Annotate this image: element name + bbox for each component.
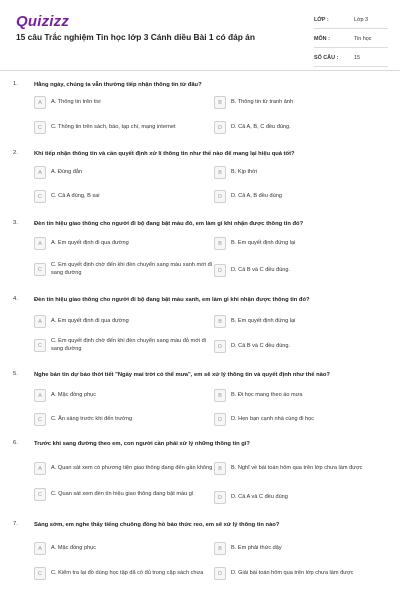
- option-d[interactable]: [214, 413, 386, 426]
- question-number: 4.: [13, 296, 18, 302]
- option-a[interactable]: [34, 315, 216, 328]
- document-title: 15 câu Trắc nghiệm Tin học lớp 3 Cánh diều Bài 1 có đáp án: [16, 32, 255, 42]
- option-letter: A: [34, 237, 46, 250]
- option-text: D. Giải bài toán hôm qua trên lớp chưa làm được: [231, 569, 354, 576]
- option-letter: C: [34, 121, 46, 134]
- option-letter: A: [34, 462, 46, 475]
- option-text: C. Em quyết định chờ đến khi đèn chuyển sang màu xanh mới đi sang đường: [51, 262, 212, 276]
- option-text: B. Đi học mang theo áo mưa: [231, 391, 303, 398]
- option-letter: B: [214, 462, 226, 475]
- option-a[interactable]: [34, 166, 216, 179]
- question-text: Đèn tín hiệu giao thông cho người đi bộ đang bật màu đỏ, em làm gì khi nhận được thông tin đó?: [34, 221, 304, 227]
- option-letter: B: [214, 542, 226, 555]
- option-text: D. Cả B và C đều đúng.: [231, 342, 291, 349]
- option-text: B. Em quyết định đứng lại: [231, 239, 296, 246]
- option-letter: A: [34, 96, 46, 109]
- subject-label: MÔN :: [314, 36, 330, 42]
- option-letter: A: [34, 389, 46, 402]
- option-text: C. Kiểm tra lại đồ dùng học tập đã có đủ trong cặp sách chưa: [51, 569, 204, 576]
- header-divider: [0, 70, 400, 71]
- option-c[interactable]: [34, 338, 216, 353]
- question-number: 6.: [13, 440, 18, 446]
- option-letter: C: [34, 263, 46, 276]
- option-letter: B: [214, 389, 226, 402]
- option-a[interactable]: [34, 542, 216, 555]
- question-text: Sáng sớm, em nghe thấy tiếng chuông đồng hồ báo thức reo, em sẽ xử lý thông tin nào?: [34, 522, 280, 528]
- meta-box: [314, 12, 388, 69]
- option-letter: B: [214, 237, 226, 250]
- meta-count-row: [314, 50, 388, 67]
- option-c[interactable]: [34, 121, 216, 134]
- option-b[interactable]: [214, 389, 386, 402]
- option-text: D. Cả A và C đều đúng: [231, 493, 288, 500]
- option-d[interactable]: [214, 567, 386, 580]
- option-text: A. Em quyết định đi qua đường: [51, 239, 129, 246]
- option-letter: C: [34, 488, 46, 501]
- option-text: C. Cả A đúng, B sai: [51, 192, 100, 199]
- option-d[interactable]: [214, 190, 386, 203]
- option-letter: C: [34, 190, 46, 203]
- option-text: A. Quan sát xem có phương tiện giao thông đang đến gần không: [51, 464, 213, 471]
- option-text: C. Quan sát xem đèn tín hiệu giao thông đang bật màu gì: [51, 490, 194, 497]
- option-letter: D: [214, 413, 226, 426]
- option-text: B. Em quyết định đứng lại: [231, 317, 296, 324]
- option-text: D. Cả A, B, C đều đúng.: [231, 123, 291, 130]
- quizizz-logo: Quizizz: [16, 13, 70, 30]
- question-number: 7.: [13, 521, 18, 527]
- option-a[interactable]: [34, 462, 216, 475]
- option-d[interactable]: [214, 121, 386, 134]
- option-text: D. Cả A, B đều đúng: [231, 192, 282, 199]
- option-letter: D: [214, 491, 226, 504]
- option-b[interactable]: [214, 542, 386, 555]
- option-letter: A: [34, 315, 46, 328]
- option-text: C. Em quyết định chờ đến khi đèn chuyển sang màu đỏ mới đi sang đường: [51, 338, 207, 352]
- option-b[interactable]: [214, 96, 386, 109]
- option-letter: D: [214, 567, 226, 580]
- option-d[interactable]: [214, 491, 386, 504]
- option-c[interactable]: [34, 413, 216, 426]
- option-letter: B: [214, 166, 226, 179]
- option-letter: A: [34, 542, 46, 555]
- option-text: A. Thông tin trên tivi: [51, 98, 101, 105]
- option-d[interactable]: [214, 340, 386, 353]
- meta-subject-row: [314, 31, 388, 48]
- question-text: Nghe bản tin dự báo thời tiết "Ngày mai trời có thể mưa", em sẽ xử lý thông tin và quyết định như thế nào?: [34, 372, 330, 378]
- option-text: A. Mặc đồng phục: [51, 544, 97, 551]
- question-number: 3.: [13, 220, 18, 226]
- question-text: Hằng ngày, chúng ta vẫn thường tiếp nhận thông tin từ đâu?: [34, 82, 202, 88]
- subject-value: Tin học: [354, 36, 372, 42]
- option-text: C. Ăn sáng trước khi đến trường: [51, 415, 133, 422]
- question-text: Đèn tín hiệu giao thông cho người đi bộ đang bật màu xanh, em làm gì khi nhận được thông tin đó?: [34, 297, 310, 303]
- option-b[interactable]: [214, 237, 386, 250]
- option-letter: D: [214, 340, 226, 353]
- option-letter: C: [34, 567, 46, 580]
- option-text: C. Thông tin trên sách, báo, tạp chí, mạng internet: [51, 123, 176, 130]
- option-c[interactable]: [34, 190, 216, 203]
- option-letter: D: [214, 121, 226, 134]
- option-b[interactable]: [214, 462, 386, 475]
- option-text: D. Cả B và C đều đúng.: [231, 266, 291, 273]
- option-letter: D: [214, 264, 226, 277]
- option-letter: D: [214, 190, 226, 203]
- option-text: A. Đúng đắn: [51, 168, 83, 175]
- question-text: Khi tiếp nhận thông tin và cần quyết định xử lí thông tin như thế nào để mang lại hiệu quả tốt?: [34, 151, 295, 157]
- option-text: A. Em quyết định đi qua đường: [51, 317, 129, 324]
- option-text: B. Em phải thức dậy: [231, 544, 282, 551]
- option-text: A. Mặc đồng phục: [51, 391, 97, 398]
- option-text: D. Hẹn bạn cạnh nhà cùng đi học: [231, 415, 315, 422]
- option-text: B. Nghĩ về bài toán hôm qua trên lớp chưa làm được: [231, 464, 363, 471]
- option-letter: A: [34, 166, 46, 179]
- option-letter: B: [214, 315, 226, 328]
- class-label: LỚP :: [314, 17, 329, 23]
- option-a[interactable]: [34, 389, 216, 402]
- option-b[interactable]: [214, 166, 386, 179]
- option-text: B. Thông tin từ tranh ảnh: [231, 98, 294, 105]
- question-number: 2.: [13, 150, 18, 156]
- header: [0, 0, 400, 70]
- option-c[interactable]: [34, 262, 216, 277]
- option-letter: C: [34, 413, 46, 426]
- question-text: Trước khi sang đường theo em, con người cần phải xử lý những thông tin gì?: [34, 441, 250, 447]
- count-label: SỐ CÂU :: [314, 55, 339, 61]
- option-a[interactable]: [34, 96, 216, 109]
- question-number: 1.: [13, 81, 18, 87]
- class-value: Lớp 3: [354, 17, 369, 23]
- option-c[interactable]: [34, 488, 216, 501]
- meta-class-row: [314, 12, 388, 29]
- question-number: 5.: [13, 371, 18, 377]
- option-a[interactable]: [34, 237, 216, 250]
- option-letter: B: [214, 96, 226, 109]
- option-letter: C: [34, 339, 46, 352]
- option-b[interactable]: [214, 315, 386, 328]
- option-text: B. Kịp thời: [231, 168, 258, 175]
- count-value: 15: [354, 55, 360, 61]
- option-c[interactable]: [34, 567, 216, 580]
- option-d[interactable]: [214, 264, 386, 277]
